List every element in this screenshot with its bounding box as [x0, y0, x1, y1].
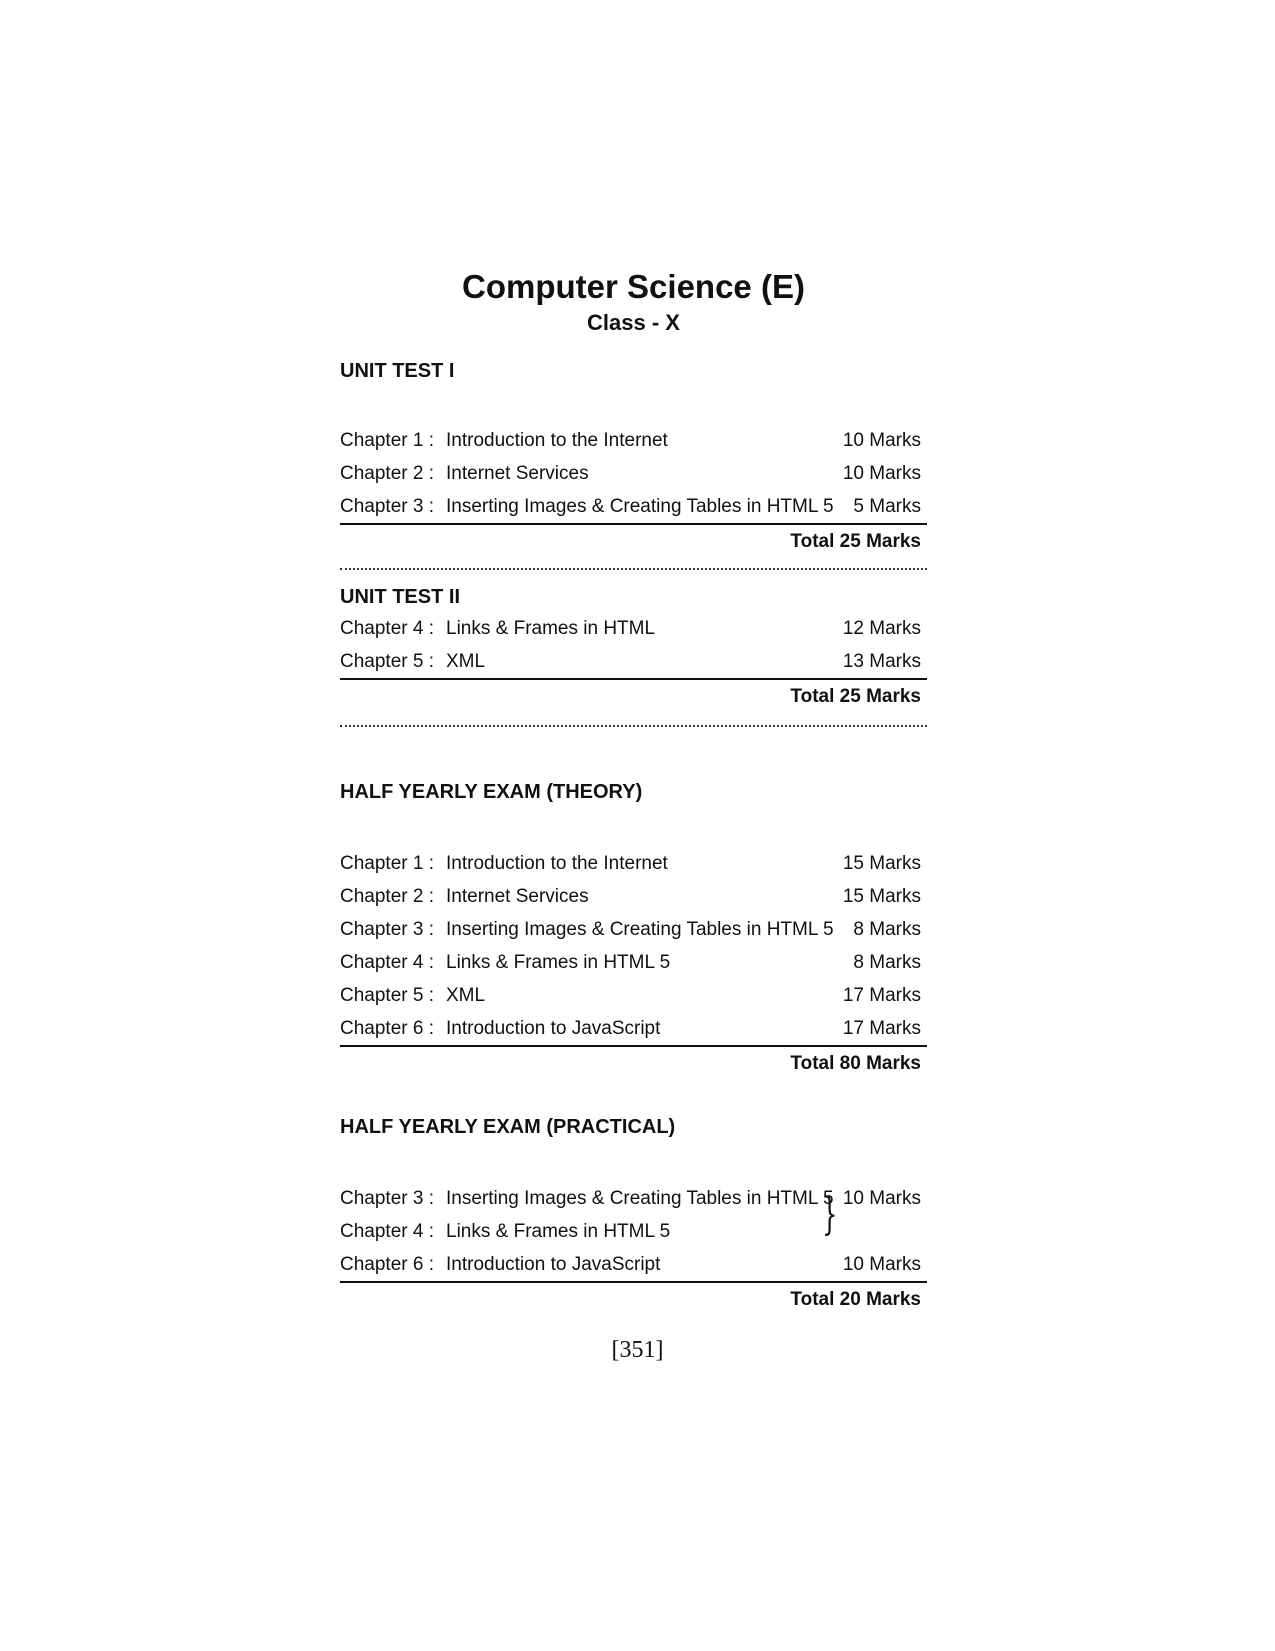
table-row: [340, 1248, 927, 1281]
chapter-marks: 10 Marks: [842, 463, 921, 484]
chapter-topic: Introduction to JavaScript: [446, 1254, 661, 1275]
table-row: [340, 979, 927, 1012]
chapter-topic: Links & Frames in HTML 5: [446, 1221, 671, 1242]
half-yearly-theory-table: [340, 847, 927, 1080]
chapter-topic: Introduction to the Internet: [446, 430, 668, 451]
unit-test-1-table: [340, 424, 927, 558]
half-yearly-theory-heading: HALF YEARLY EXAM (THEORY): [340, 781, 643, 803]
chapter-marks: 10 Marks: [842, 1188, 921, 1209]
table-row: [340, 1012, 927, 1045]
chapter-number: Chapter 1 :: [340, 430, 434, 451]
half-yearly-practical-table: [340, 1182, 927, 1316]
half-yearly-practical-total: Total 20 Marks: [790, 1289, 921, 1310]
chapter-marks: 13 Marks: [842, 651, 921, 672]
table-row: [340, 424, 927, 457]
chapter-marks: 8 Marks: [853, 919, 921, 940]
chapter-topic: Introduction to the Internet: [446, 853, 668, 874]
chapter-marks: 15 Marks: [842, 853, 921, 874]
unit-test-2-heading: UNIT TEST II: [340, 586, 460, 608]
unit-test-2-total: Total 25 Marks: [790, 686, 921, 707]
chapter-number: Chapter 3 :: [340, 1188, 434, 1209]
chapter-number: Chapter 3 :: [340, 919, 434, 940]
chapter-marks: 17 Marks: [842, 985, 921, 1006]
chapter-number: Chapter 4 :: [340, 618, 434, 639]
chapter-topic: XML: [446, 651, 486, 672]
chapter-topic: Internet Services: [446, 463, 589, 484]
grouping-brace: }: [822, 1189, 838, 1240]
chapter-number: Chapter 4 :: [340, 952, 434, 973]
table-row: [340, 847, 927, 880]
table-row: [340, 490, 927, 523]
chapter-number: Chapter 3 :: [340, 496, 434, 517]
unit-test-1-total: Total 25 Marks: [790, 531, 921, 552]
chapter-number: Chapter 6 :: [340, 1018, 434, 1039]
chapter-topic: Introduction to JavaScript: [446, 1018, 661, 1039]
page-number: [351]: [611, 1337, 664, 1363]
table-row: [340, 645, 927, 678]
table-row: [340, 457, 927, 490]
document-page: [340, 262, 927, 1316]
chapter-number: Chapter 5 :: [340, 985, 434, 1006]
table-row: [340, 1215, 927, 1248]
chapter-marks: 17 Marks: [842, 1018, 921, 1039]
chapter-number: Chapter 4 :: [340, 1221, 434, 1242]
chapter-marks: 8 Marks: [853, 952, 921, 973]
table-row: [340, 612, 927, 645]
chapter-topic: Internet Services: [446, 886, 589, 907]
table-row: [340, 1182, 927, 1215]
chapter-number: Chapter 2 :: [340, 463, 434, 484]
chapter-topic: Links & Frames in HTML 5: [446, 952, 671, 973]
chapter-marks: 12 Marks: [842, 618, 921, 639]
chapter-marks: 10 Marks: [842, 1254, 921, 1275]
chapter-marks: 5 Marks: [853, 496, 921, 517]
half-yearly-theory-total: Total 80 Marks: [790, 1053, 921, 1074]
chapter-topic: XML: [446, 985, 486, 1006]
unit-test-1-heading: UNIT TEST I: [340, 360, 455, 382]
chapter-topic: Links & Frames in HTML: [446, 618, 656, 639]
chapter-number: Chapter 1 :: [340, 853, 434, 874]
table-row: [340, 913, 927, 946]
chapter-number: Chapter 2 :: [340, 886, 434, 907]
chapter-marks: 15 Marks: [842, 886, 921, 907]
page-title: Computer Science (E): [462, 268, 805, 305]
chapter-topic: Inserting Images & Creating Tables in HTML 5: [446, 1188, 834, 1209]
chapter-number: Chapter 6 :: [340, 1254, 434, 1275]
half-yearly-practical-heading: HALF YEARLY EXAM (PRACTICAL): [340, 1116, 676, 1138]
unit-test-2-table: [340, 612, 927, 713]
table-row: [340, 880, 927, 913]
chapter-topic: Inserting Images & Creating Tables in HTML 5: [446, 919, 834, 940]
chapter-topic: Inserting Images & Creating Tables in HTML 5: [446, 496, 834, 517]
table-row: [340, 946, 927, 979]
chapter-marks: 10 Marks: [842, 430, 921, 451]
chapter-number: Chapter 5 :: [340, 651, 434, 672]
page-subtitle: Class - X: [587, 310, 680, 335]
